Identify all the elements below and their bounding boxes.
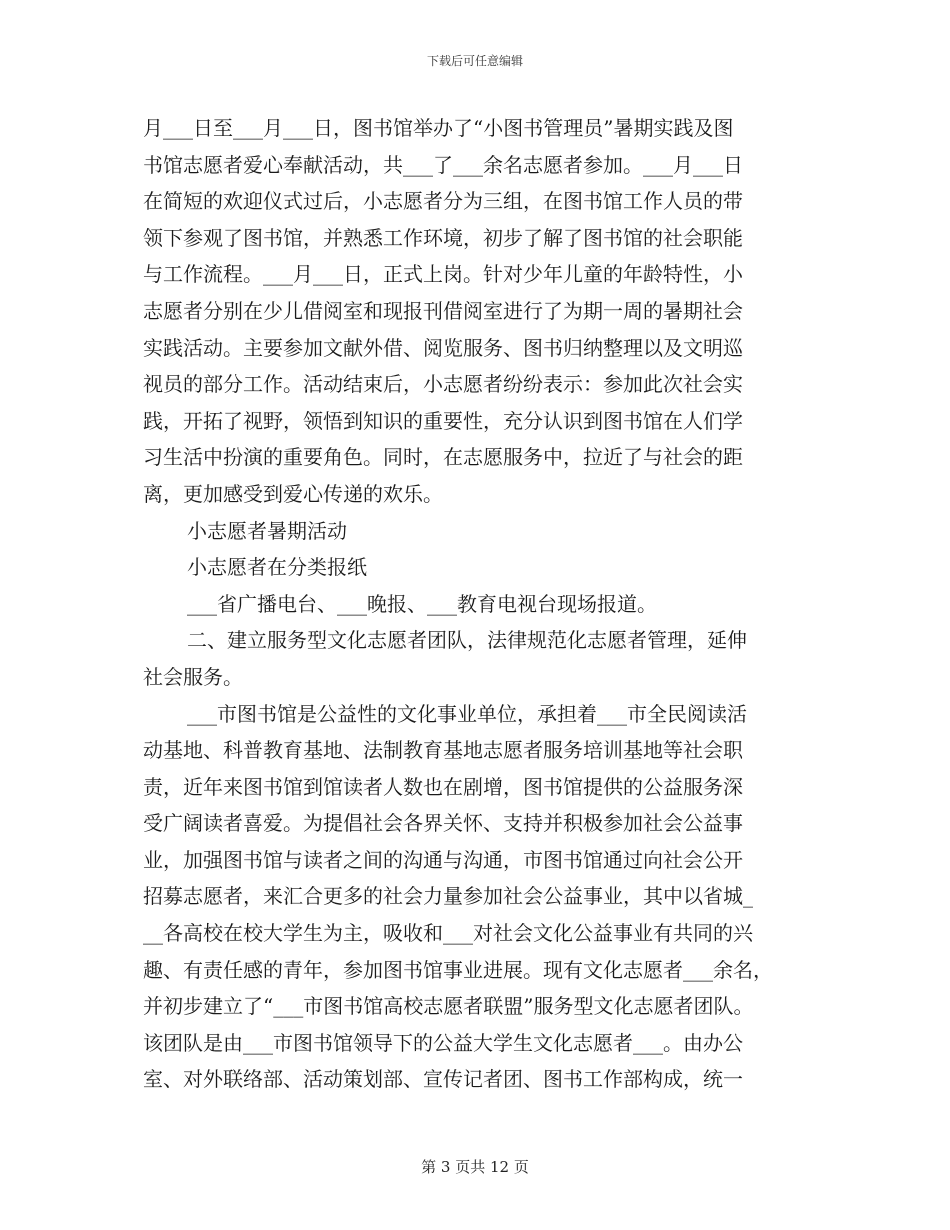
text-line: ___市图书馆是公益性的文化事业单位，承担着___市全民阅读活 bbox=[187, 701, 747, 726]
text-line: 动基地、科普教育基地、法制教育基地志愿者服务培训基地等社会职 bbox=[143, 738, 743, 763]
page-header: 下载后可任意编辑 bbox=[426, 54, 523, 68]
text-line: 责，近年来图书馆到馆读者人数也在剧增，图书馆提供的公益服务深 bbox=[143, 774, 743, 799]
text-line: 招募志愿者，来汇合更多的社会力量参加社会公益事业，其中以省城_ bbox=[143, 884, 753, 909]
page-number-footer: 第 3 页共 12 页 bbox=[421, 1158, 529, 1176]
text-line: 业，加强图书馆与读者之间的沟通与沟通，市图书馆通过向社会公开 bbox=[143, 847, 743, 872]
text-line: 领下参观了图书馆，并熟悉工作环境，初步了解了图书馆的社会职能 bbox=[143, 225, 743, 250]
caption-line: 小志愿者暑期活动 bbox=[187, 518, 347, 543]
text-line: 与工作流程。___月___日，正式上岗。针对少年儿童的年龄特性，小 bbox=[143, 262, 743, 287]
text-line: 实践活动。主要参加文献外借、阅览服务、图书归纳整理以及文明巡 bbox=[143, 335, 743, 360]
text-line: 在简短的欢迎仪式过后，小志愿者分为三组，在图书馆工作人员的带 bbox=[143, 189, 743, 214]
text-line: 趣、有责任感的青年，参加图书馆事业进展。现有文化志愿者___余名， bbox=[143, 957, 773, 982]
text-line: __各高校在校大学生为主，吸收和___对社会文化公益事业有共同的兴 bbox=[143, 921, 753, 946]
text-line: 受广阔读者喜爱。为提倡社会各界关怀、支持并积极参加社会公益事 bbox=[143, 811, 743, 836]
section-heading: 二、建立服务型文化志愿者团队，法律规范化志愿者管理，延伸 bbox=[187, 628, 747, 653]
text-line: 志愿者分别在少儿借阅室和现报刊借阅室进行了为期一周的暑期社会 bbox=[143, 298, 743, 323]
text-line: ___省广播电台、___晚报、___教育电视台现场报道。 bbox=[187, 591, 657, 616]
text-line: 室、对外联络部、活动策划部、宣传记者团、图书工作部构成，统一 bbox=[143, 1067, 743, 1092]
text-line: 书馆志愿者爱心奉献活动，共___了___余名志愿者参加。___月___日 bbox=[143, 152, 743, 177]
text-line: 习生活中扮演的重要角色。同时，在志愿服务中，拉近了与社会的距 bbox=[143, 445, 743, 470]
text-line: 该团队是由___市图书馆领导下的公益大学生文化志愿者___。由办公 bbox=[143, 1030, 743, 1055]
document-body bbox=[143, 110, 815, 1098]
text-line: 并初步建立了“___市图书馆高校志愿者联盟”服务型文化志愿者团队。 bbox=[143, 994, 754, 1019]
text-line: 月___日至___月___日，图书馆举办了“小图书管理员”暑期实践及图 bbox=[143, 116, 734, 140]
text-line: 践，开拓了视野，领悟到知识的重要性，充分认识到图书馆在人们学 bbox=[143, 408, 743, 433]
caption-line: 小志愿者在分类报纸 bbox=[187, 555, 367, 580]
section-heading-continued: 社会服务。 bbox=[143, 664, 243, 689]
text-line: 视员的部分工作。活动结束后，小志愿者纷纷表示：参加此次社会实 bbox=[143, 372, 743, 397]
text-line: 离，更加感受到爱心传递的欢乐。 bbox=[143, 481, 443, 506]
